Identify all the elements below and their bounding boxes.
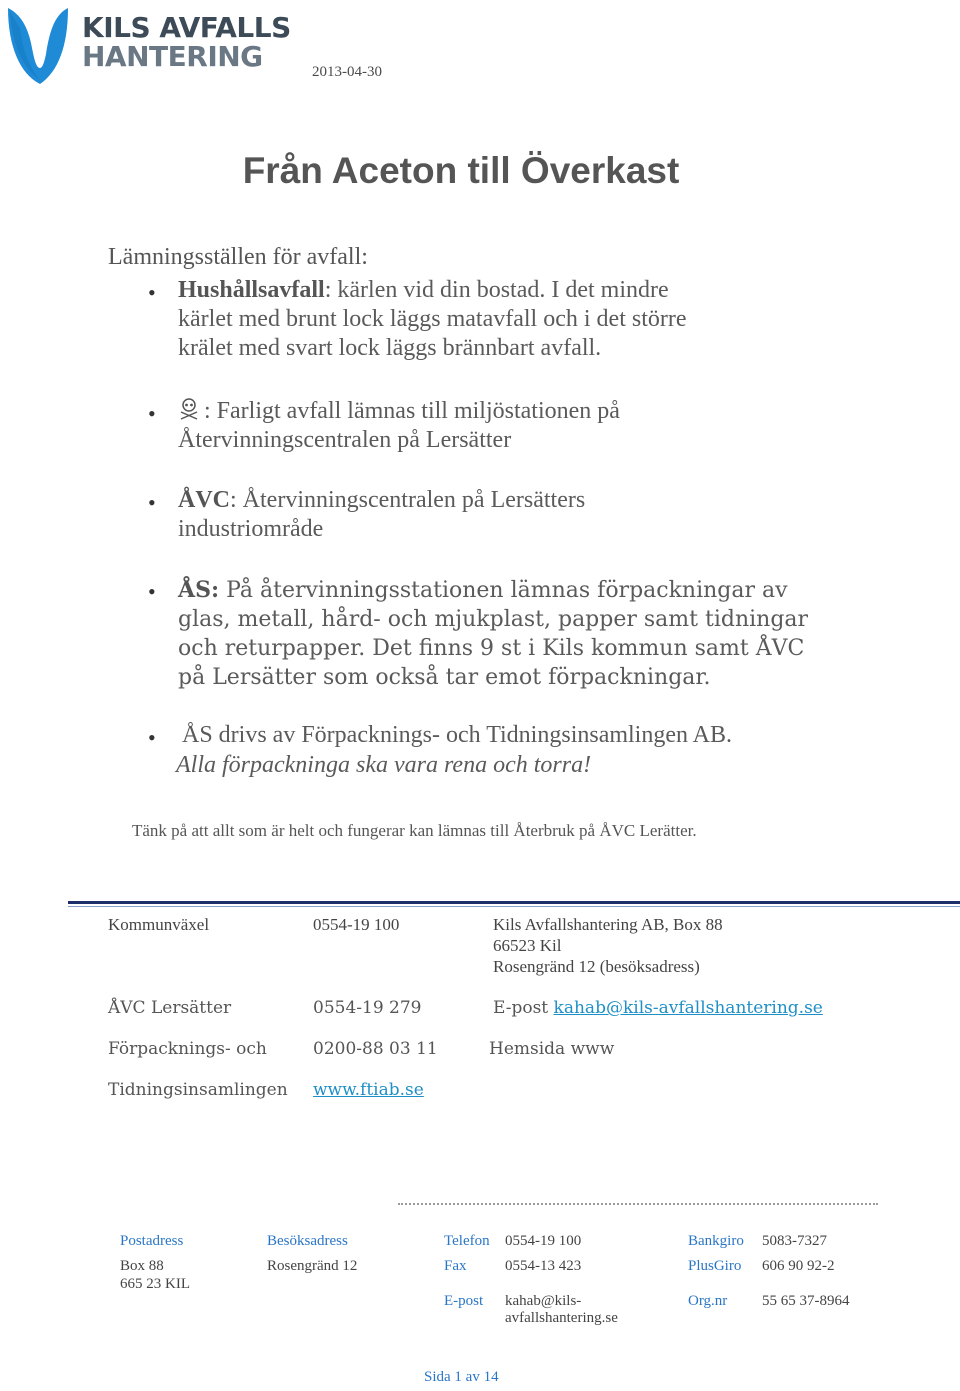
contact-phone-ftiab: 0200-88 03 11 <box>313 1039 438 1059</box>
footer-orgnr-value: 55 65 37-8964 <box>762 1293 850 1309</box>
footer-bankgiro-value: 5083-7327 <box>762 1233 827 1249</box>
logo-line-2: HANTERING <box>82 40 263 73</box>
bullet: • <box>148 725 156 750</box>
hushallsavfall-text: : kärlen vid din bostad. I det mindre <box>324 277 669 303</box>
contact-label-ftiab: Förpacknings- och <box>108 1039 267 1059</box>
footer-epost-value-line1: kahab@kils- <box>505 1293 582 1309</box>
footer-plusgiro-label: PlusGiro <box>688 1258 742 1274</box>
bullet: • <box>148 401 156 426</box>
contact-label-kommunvaxel: Kommunväxel <box>108 915 210 934</box>
contact-visit-address: Rosengränd 12 (besöksadress) <box>493 957 700 976</box>
contact-company-address: Kils Avfallshantering AB, Box 88 <box>493 915 723 934</box>
footer-fax-value: 0554-13 423 <box>505 1258 582 1274</box>
document-date: 2013-04-30 <box>312 64 382 80</box>
footer-telefon-label: Telefon <box>444 1233 490 1249</box>
list-item-as-drivs <box>182 721 882 750</box>
contact-phone-avc: 0554-19 279 <box>313 998 422 1018</box>
hushallsavfall-label: Hushållsavfall <box>178 277 325 303</box>
as-text: På återvinningsstationen lämnas förpackningar av <box>219 578 788 603</box>
contact-label-avc: ÅVC Lersätter <box>108 998 232 1018</box>
email-prefix: E-post <box>493 998 554 1018</box>
as-text-line4: på Lersätter som också tar emot förpackningar. <box>178 665 711 690</box>
footer-epost-value-line2: avfallshantering.se <box>505 1310 618 1326</box>
avc-text: : Återvinningscentralen på Lersätters <box>230 487 586 513</box>
footer-fax-label: Fax <box>444 1258 467 1274</box>
contact-email-row <box>493 998 823 1018</box>
avc-text-line2: industriområde <box>178 516 324 542</box>
contact-label-ftiab-line2: Tidningsinsamlingen <box>108 1080 288 1100</box>
logo-line-1: KILS AVFALLS <box>82 11 291 44</box>
list-item-hushallsavfall <box>178 276 878 363</box>
ftiab-website-link[interactable]: www.ftiab.se <box>313 1080 424 1100</box>
farligt-avfall-text: : Farligt avfall lämnas till miljöstationen på <box>204 398 620 424</box>
footer-besoksadress-value: Rosengränd 12 <box>267 1258 358 1274</box>
footer-telefon-value: 0554-19 100 <box>505 1233 582 1249</box>
kils-avfalls-logo-icon <box>6 6 70 86</box>
farligt-avfall-text-line2: Återvinningscentralen på Lersätter <box>178 427 512 453</box>
page-number: Sida 1 av 14 <box>424 1369 499 1385</box>
divider <box>68 901 960 904</box>
as-drivs-text: ÅS drivs av Förpacknings- och Tidningsinsamlingen AB. <box>182 722 733 748</box>
footer-postadress-label: Postadress <box>120 1233 184 1249</box>
divider <box>68 906 960 907</box>
aterbruk-note: Tänk på att allt som är helt och fungerar kan lämnas till Återbruk på ÅVC Lerätter. <box>132 821 697 840</box>
contact-website-label: Hemsida www <box>489 1039 615 1059</box>
hushallsavfall-text-line2: kärlet med brunt lock läggs matavfall och i det större <box>178 306 687 332</box>
avc-label: ÅVC <box>178 487 230 513</box>
email-link[interactable]: kahab@kils-avfallshantering.se <box>553 998 823 1018</box>
bullet: • <box>148 490 156 515</box>
skull-crossbones-icon <box>178 397 200 421</box>
hushallsavfall-text-line3: krälet med svart lock läggs brännbart avfall. <box>178 335 602 361</box>
footer-postadress-line2: 665 23 KIL <box>120 1276 190 1292</box>
contact-postal-code: 66523 Kil <box>493 936 562 955</box>
intro-heading: Lämningsställen för avfall: <box>108 244 368 270</box>
footer-divider <box>398 1203 878 1205</box>
as-text-line2: glas, metall, hård- och mjukplast, papper samt tidningar <box>178 607 809 632</box>
footer-postadress-line1: Box 88 <box>120 1258 164 1274</box>
rena-torra-note: Alla förpackninga ska vara rena och torra! <box>176 752 592 778</box>
bullet: • <box>148 280 156 305</box>
bullet: • <box>148 579 156 604</box>
list-item-avc <box>178 486 878 544</box>
footer-epost-label: E-post <box>444 1293 484 1309</box>
page-title: Från Aceton till Överkast <box>242 150 680 191</box>
list-item-as <box>178 576 878 692</box>
footer-orgnr-label: Org.nr <box>688 1293 728 1309</box>
as-label: ÅS: <box>178 577 220 603</box>
footer-bankgiro-label: Bankgiro <box>688 1233 744 1249</box>
as-text-line3: och returpapper. Det finns 9 st i Kils kommun samt ÅVC <box>178 636 805 661</box>
list-item-farligt-avfall <box>178 397 878 455</box>
footer-plusgiro-value: 606 90 92-2 <box>762 1258 835 1274</box>
contact-phone-kommunvaxel: 0554-19 100 <box>313 915 400 934</box>
footer-besoksadress-label: Besöksadress <box>267 1233 348 1249</box>
